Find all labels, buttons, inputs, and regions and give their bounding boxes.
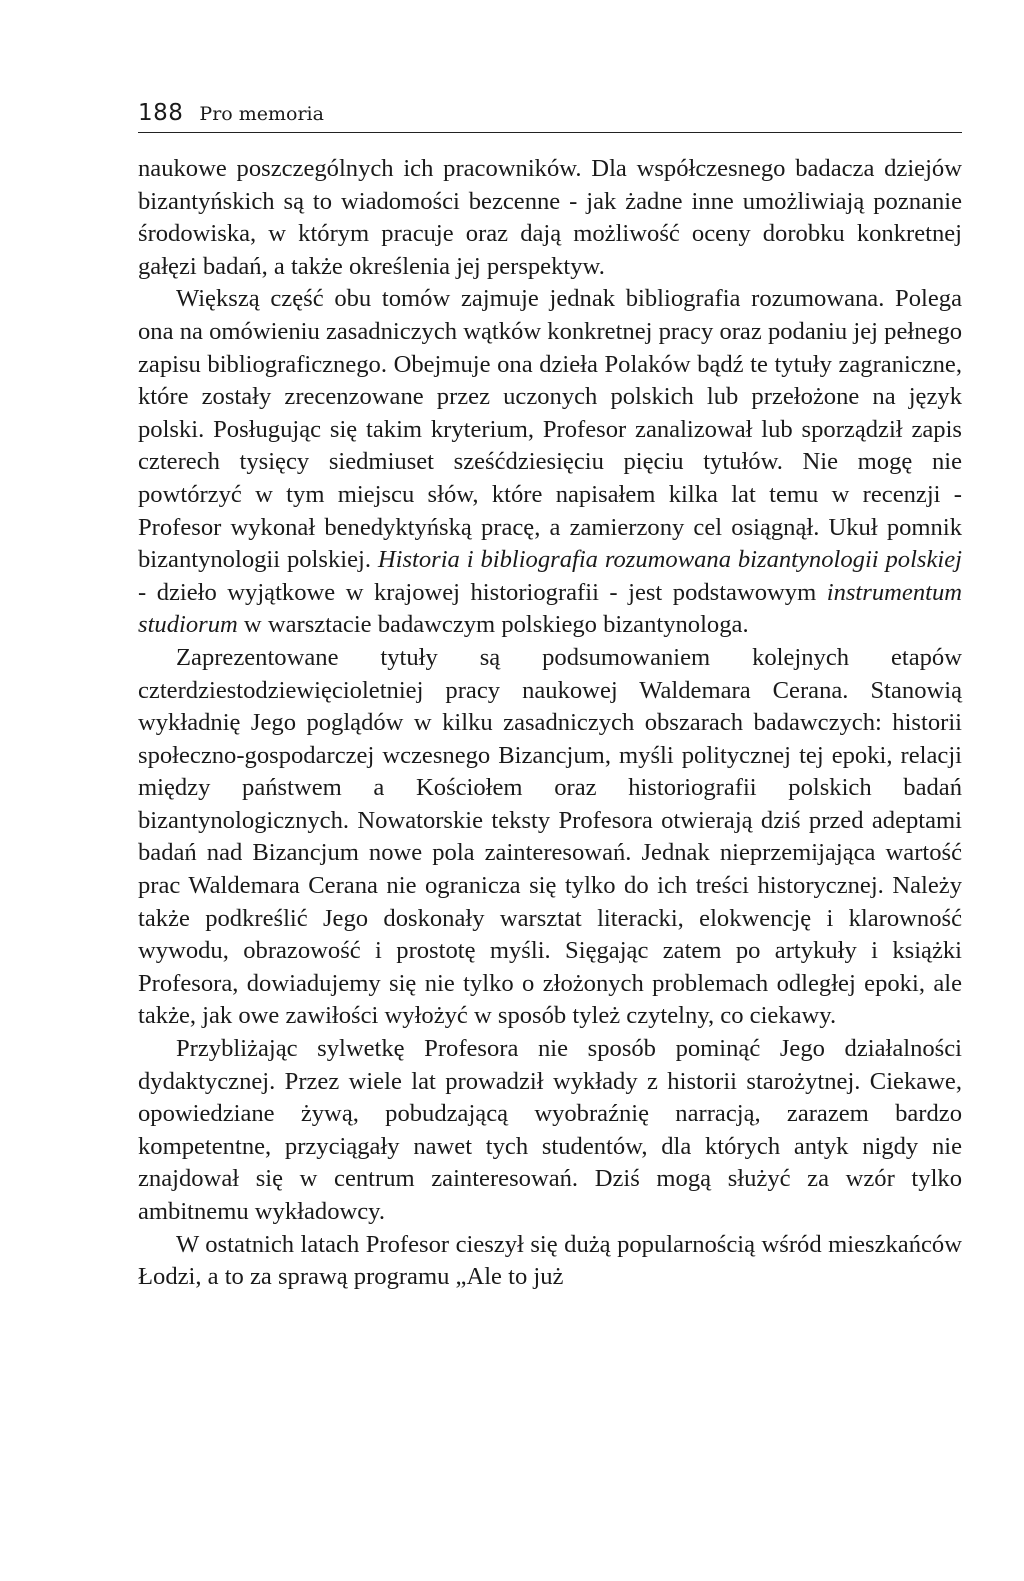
running-head [138, 98, 962, 133]
text-segment: W ostatnich latach Profesor cieszył się dużą popularnością wśród mieszkańców Łodzi, a to za sprawą programu „Ale to już [138, 1230, 962, 1291]
book-title-italic: Historia i bibliografia rozumowana bizantynologii polskiej [377, 546, 962, 574]
text-segment: w warsztacie badawczym polskiego bizantynologa. [237, 611, 749, 639]
text-segment: Większą część obu tomów zajmuje jednak bibliografia rozumowana. Polega ona na omówieniu zasadniczych wątków konkretnej pracy oraz podaniu jej pełnego zapisu bibliograficznego. Obejmuje ona dzieła Polaków bądź te tytuły zagraniczne, które zostały zrecenzowane przez uczonych polskich lub przełożone na język polski. Posługując się takim kryterium, Profesor zanalizował lub sporządził zapis czterech tysięcy siedmiuset sześćdziesięciu pięciu tytułów. Nie mogę nie powtórzyć w tym miejscu słów, które napisałem kilka lat temu w recenzji - Profesor wykonał benedyktyńską pracę, a zamierzony cel osiągnął. Ukuł pomnik bizantynologii polskiej. [138, 285, 962, 574]
text-segment: naukowe poszczególnych ich pracowników. Dla współczesnego badacza dziejów bizantyńskich są to wiadomości bezcenne - jak żadne inne umożliwiają poznanie środowiska, w którym pracuje oraz dają możliwość oceny dorobku konkretnej gałęzi badań, a także określenia jej perspektyw. [138, 155, 962, 280]
paragraph-5 [138, 1229, 962, 1294]
paragraph-4 [138, 1033, 962, 1229]
book-page [138, 98, 962, 1294]
running-title: Pro memoria [199, 103, 324, 125]
latin-phrase-italic: instrumentum studiorum [138, 578, 962, 639]
paragraph-2 [138, 283, 962, 642]
paragraph-3 [138, 642, 962, 1033]
page-number: 188 [138, 100, 184, 126]
text-segment: Zaprezentowane tytuły są podsumowaniem kolejnych etapów czterdziestodziewięcioletniej pracy naukowej Waldemara Cerana. Stanowią wykładnię Jego poglądów w kilku zasadniczych obszarach badawczych: historii społeczno-gospodarczej wczesnego Bizancjum, myśli politycznej tej epoki, relacji między państwem a Kościołem oraz historiografii polskich badań bizantynologicznych. Nowatorskie teksty Profesora otwierają dziś przed adeptami badań nad Bizancjum nowe pola zainteresowań. Jednak nieprzemijająca wartość prac Waldemara Cerana nie ogranicza się tylko do ich treści historycznej. Należy także podkreślić Jego doskonały warsztat literacki, elokwencję i klarowność wywodu, obrazowość i prostotę myśli. Sięgając zatem po artykuły i książki Profesora, dowiadujemy się nie tylko o złożonych problemach odległej epoki, ale także, jak owe zawiłości wyłożyć w sposób tyleż czytelny, co ciekawy. [138, 643, 962, 1030]
paragraph-1 [138, 153, 962, 283]
text-segment: Przybliżając sylwetkę Profesora nie sposób pominąć Jego działalności dydaktycznej. Przez wiele lat prowadził wykłady z historii starożytnej. Ciekawe, opowiedziane żywą, pobudzającą wyobraźnię narracją, zarazem bardzo kompetentne, przyciągały nawet tych studentów, dla których antyk nigdy nie znajdował się w centrum zainteresowań. Dziś mogą służyć za wzór tylko ambitnemu wykładowcy. [138, 1035, 962, 1225]
text-segment: - dzieło wyjątkowe w krajowej historiografii - jest podstawowym [138, 578, 827, 606]
body-text [138, 153, 962, 1294]
